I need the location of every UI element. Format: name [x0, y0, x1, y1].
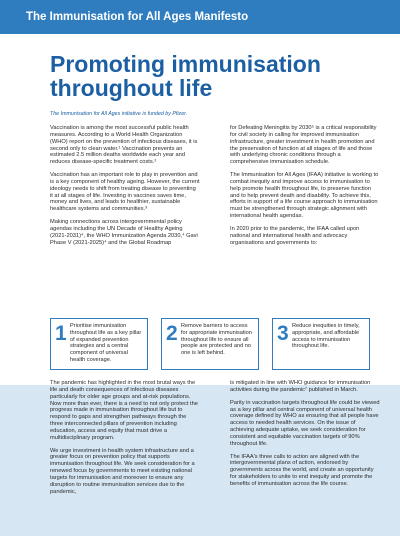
- paragraph: Vaccination is among the most successful public health measures. According to a World Health Organization (WHO) report on the prevention of infectious diseases, it is second only to clean water.¹ Vaccination prevents an estimated 2.5 million deaths worldwide each year and reduces disease-specific treatment costs.²: [50, 125, 198, 166]
- paragraph: Making connections across intergovernmental policy agendas including the UN Decade of Healthy Ageing (2021-2031)⁴, the WHO Immunization Agenda 2030,⁴ Gavi Phase V (2021-2025)⁴ and the Global Roadmap: [50, 219, 198, 246]
- call-to-action-box-2: [161, 318, 259, 370]
- calls-to-action: [50, 318, 370, 370]
- page-title: [50, 52, 370, 100]
- box-text: Reduce inequities in timely, appropriate, and affordable access to immunisation throughout life.: [292, 323, 360, 350]
- box-text: Prioritise immunisation throughout life as a key pillar of expanded prevention strategies and a central component of universal health coverage.: [70, 323, 142, 363]
- paragraph: The Immunisation for All Ages (IFAA) initiative is working to combat inequity and improve access to immunisation to help promote health throughout life, to preserve function and to help prevent death and disability. To achieve this, efforts in support of a life course approach to immunisation must be strengthened through strategic alignment with international health agendas.: [230, 172, 379, 220]
- paragraph: Vaccination has an important role to play in prevention and is a key component of healthy ageing. However, the current ideology needs to shift from treating disease to preventing it at all stages of life. Investing in vaccines saves time, money and lives, and leads to healthier, sustainable healthcare systems and communities.³: [50, 172, 200, 213]
- left-column-bottom: [50, 380, 200, 502]
- right-column-top: [230, 125, 380, 253]
- right-column-bottom: [230, 380, 380, 494]
- title-line-1: Promoting immunisation: [50, 51, 321, 77]
- paragraph: for Defeating Meningitis by 2030⁵ is a critical responsibility for civil society in calling for improved immunisation infrastructure, greater investment in health promotion and the preservation of function at all stages of life and those with underlying chronic conditions through a comprehensive immunisation schedule.: [230, 125, 377, 166]
- box-number: 1: [55, 322, 67, 345]
- paragraph: is mitigated in line with WHO guidance for immunisation activities during the pandemic⁷ published in March.: [230, 380, 371, 393]
- paragraph: The pandemic has highlighted in the most brutal ways the life and death consequences of infectious diseases particularly for older age groups and at-risk populations. Now more than ever, there is a need to not only protect the progress made in immunisation throughout life but to respond to gaps and strengthen pathways through the three interconnected pillars of prevention including education, access and equity that must drive a multidisciplinary program.: [50, 380, 198, 441]
- paragraph: In 2020 prior to the pandemic, the IFAA called upon national and international health and advocacy organisations and governments to:: [230, 225, 360, 246]
- box-number: 2: [166, 322, 178, 345]
- box-number: 3: [277, 322, 289, 345]
- call-to-action-box-3: [272, 318, 370, 370]
- title-line-2: throughout life: [50, 75, 213, 101]
- paragraph: We urge investment in health system infrastructure and a greater focus on prevention policy that supports immunisation throughout life. We seek consideration for a renewed focus by governments to meet existing national targets for immunisation and moreover to ensure any disruption to routine immunisation services due to the pandemic,: [50, 447, 195, 495]
- left-column-top: [50, 125, 200, 253]
- header-bar: [0, 0, 400, 34]
- paragraph: The IFAA's three calls to action are aligned with the intergovernmental plans of action, endorsed by governments across the world, and create an opportunity for stakeholders to unite to end inequity and promote the benefits of immunisation across the life course.: [230, 453, 374, 487]
- header-title: The Immunisation for All Ages Manifesto: [26, 11, 249, 23]
- funding-note: The Immunisation for All Ages initiative is funded by Pfizer.: [50, 111, 188, 117]
- call-to-action-box-1: [50, 318, 148, 370]
- paragraph: Parity in vaccination targets throughout life could be viewed as a key pillar and central component of universal health coverage defined by WHO as ensuring that all people have access to needed health services. On the issue of achieving adequate uptake, we seek consideration for consistent and equitable vaccination targets of 90% throughout life.: [230, 399, 380, 447]
- box-text: Remove barriers to access for appropriate immunisation throughout life to ensure all people are protected and no one is left behind.: [181, 323, 252, 357]
